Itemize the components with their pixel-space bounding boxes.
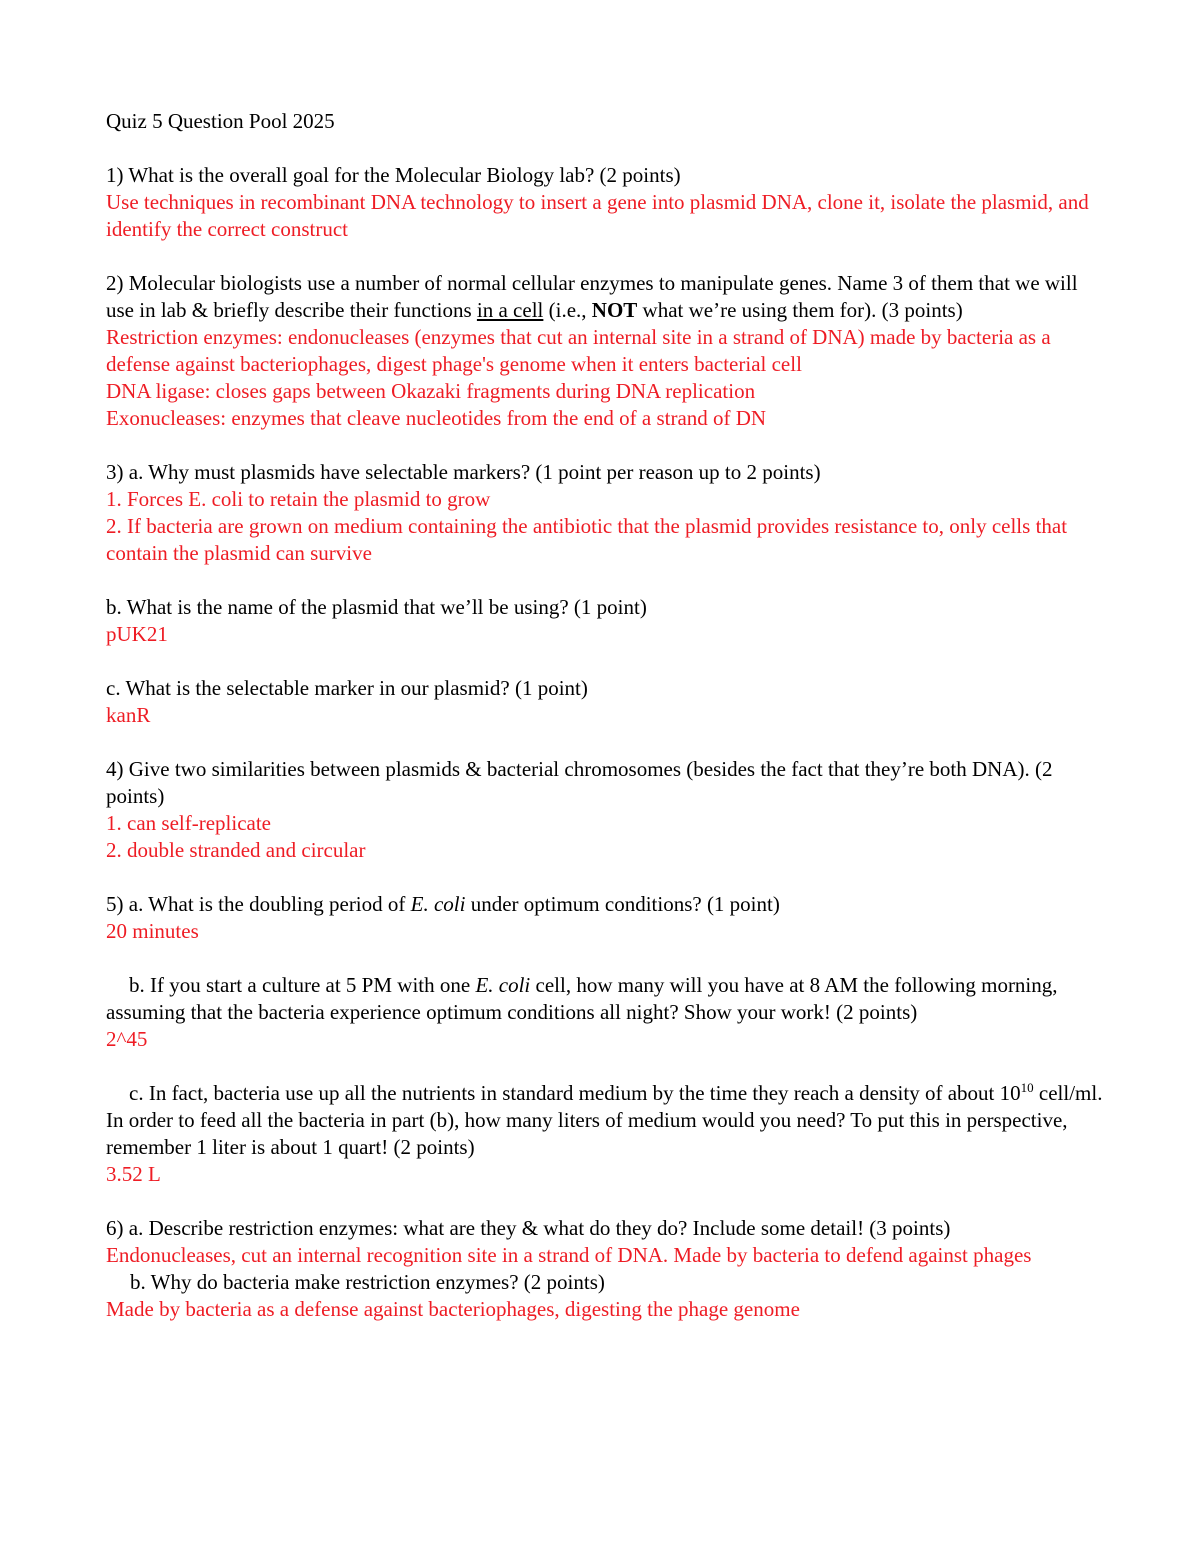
spacer: [106, 648, 1106, 675]
question-2-bold: NOT: [591, 298, 638, 322]
question-5b: [106, 972, 1106, 1026]
question-3a: 3) a. Why must plasmids have selectable markers? (1 point per reason up to 2 points): [106, 460, 821, 484]
question-5a-italic: E. coli: [410, 892, 466, 916]
question-2-text: what we’re using them for). (3 points): [637, 298, 963, 322]
answer-2-item: DNA ligase: closes gaps between Okazaki fragments during DNA replication: [106, 379, 756, 403]
question-5b-italic: E. coli: [475, 973, 531, 997]
question-2-text: (i.e.,: [543, 298, 592, 322]
question-5c: [106, 1080, 1106, 1161]
question-5c-text: cell/ml. In order to feed all the bacteria in part (b), how many liters of medium would you need? To put this in perspective, remember 1 liter is about 1 quart! (2 points): [106, 1081, 1103, 1159]
spacer: [106, 1053, 1106, 1080]
answer-2-item: Exonucleases: enzymes that cleave nucleotides from the end of a strand of DN: [106, 406, 767, 430]
question-6a: 6) a. Describe restriction enzymes: what are they & what do they do? Include some detail! (3 points): [106, 1216, 951, 1240]
question-5b-text: cell, how many will you have at 8 AM the following morning, assuming that the bacteria experience optimum conditions all night? Show your work! (2 points): [106, 973, 1058, 1024]
question-2: [106, 270, 1106, 324]
answer-5b: 2^45: [106, 1027, 148, 1051]
spacer: [106, 135, 1106, 162]
question-5a-text: 5) a. What is the doubling period of: [106, 892, 411, 916]
question-3b: b. What is the name of the plasmid that we’ll be using? (1 point): [106, 595, 647, 619]
answer-4-item: 1. can self-replicate: [106, 811, 271, 835]
question-5a: [106, 891, 1106, 918]
question-5b-text: b. If you start a culture at 5 PM with one: [129, 973, 476, 997]
question-5c-text: c. In fact, bacteria use up all the nutrients in standard medium by the time they reach a density of about 10: [129, 1081, 1021, 1105]
spacer: [106, 1188, 1106, 1215]
question-2-underline: in a cell: [476, 298, 544, 322]
answer-5c: 3.52 L: [106, 1162, 161, 1186]
document-title: Quiz 5 Question Pool 2025: [106, 109, 335, 133]
answer-3c: kanR: [106, 703, 151, 727]
spacer: [106, 567, 1106, 594]
question-3c: c. What is the selectable marker in our plasmid? (1 point): [106, 676, 588, 700]
answer-3b: pUK21: [106, 622, 168, 646]
spacer: [106, 729, 1106, 756]
answer-4-item: 2. double stranded and circular: [106, 838, 366, 862]
spacer: [106, 864, 1106, 891]
answer-6a: Endonucleases, cut an internal recognition site in a strand of DNA. Made by bacteria to defend against phages: [106, 1243, 1032, 1267]
question-5c-superscript: 10: [1020, 1080, 1034, 1095]
question-2-text: 2) Molecular biologists use a number of normal cellular enzymes to manipulate genes. Name 3 of them that we will use in lab & briefly describe their functions: [106, 271, 1078, 322]
spacer: [106, 945, 1106, 972]
question-1: 1) What is the overall goal for the Molecular Biology lab? (2 points): [106, 163, 681, 187]
document-body: [106, 108, 1106, 1323]
answer-1: Use techniques in recombinant DNA technology to insert a gene into plasmid DNA, clone it, isolate the plasmid, and identify the correct construct: [106, 190, 1089, 241]
question-6b: b. Why do bacteria make restriction enzymes? (2 points): [130, 1270, 605, 1294]
spacer: [106, 432, 1106, 459]
answer-6b: Made by bacteria as a defense against bacteriophages, digesting the phage genome: [106, 1297, 800, 1321]
question-4: 4) Give two similarities between plasmids & bacterial chromosomes (besides the fact that they’re both DNA). (2 points): [106, 757, 1053, 808]
spacer: [106, 243, 1106, 270]
answer-5a: 20 minutes: [106, 919, 199, 943]
answer-3a-item: 1. Forces E. coli to retain the plasmid to grow: [106, 487, 491, 511]
answer-3a-item: 2. If bacteria are grown on medium containing the antibiotic that the plasmid provides resistance to, only cells that contain the plasmid can survive: [106, 514, 1068, 565]
answer-2-item: Restriction enzymes: endonucleases (enzymes that cut an internal site in a strand of DNA) made by bacteria as a defense against bacteriophages, digest phage's genome when it enters bacterial cell: [106, 325, 1051, 376]
question-5a-text: under optimum conditions? (1 point): [465, 892, 780, 916]
